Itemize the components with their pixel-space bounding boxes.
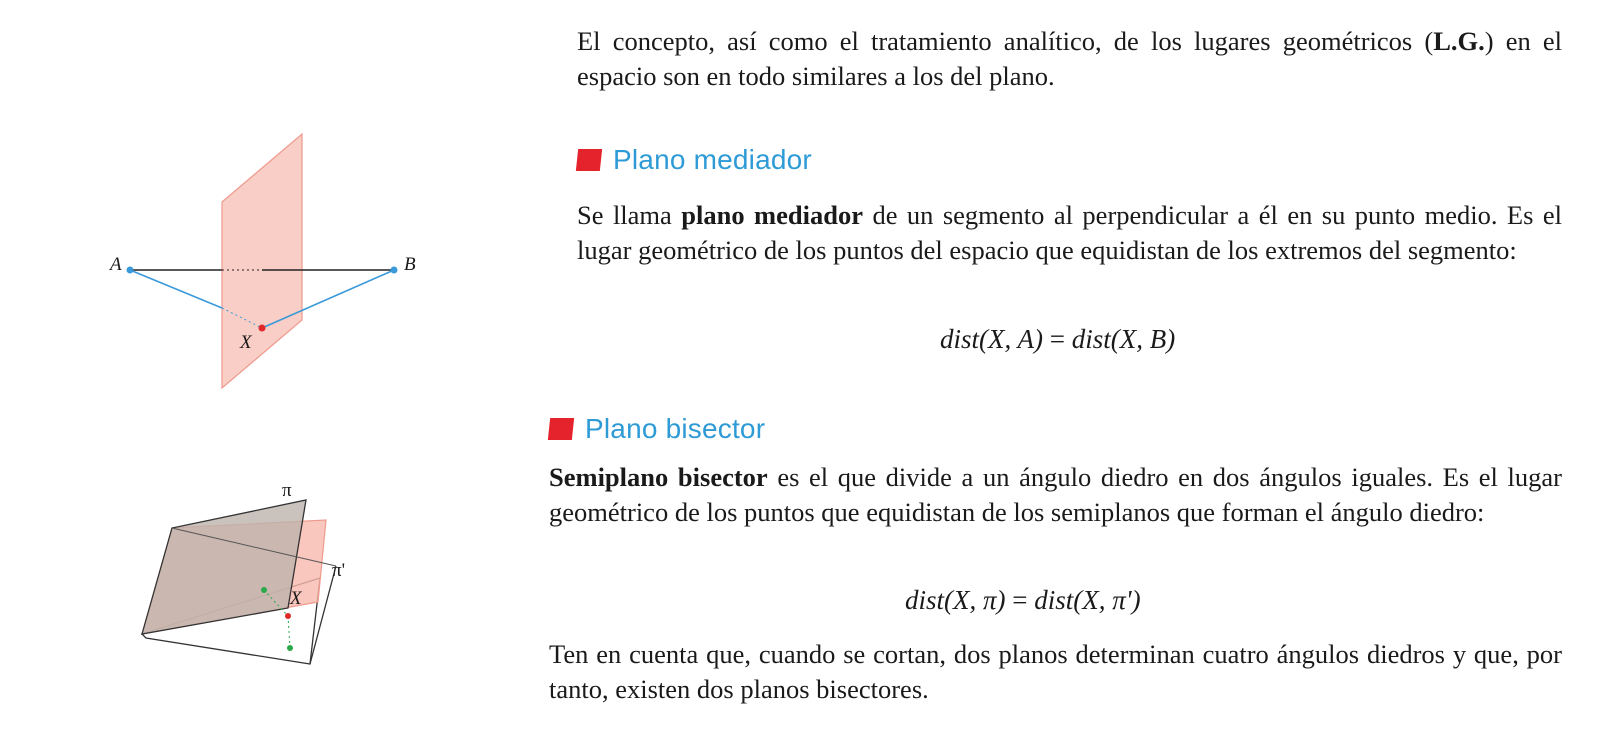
formula-equals: = (1012, 585, 1028, 615)
plano-mediador-diagram (100, 120, 440, 400)
mediador-text-1: Se llama (577, 200, 682, 230)
formula-rhs-args: (X, π') (1073, 585, 1141, 615)
formula-lhs-args: (X, π) (944, 585, 1006, 615)
bisector-bold-term: Semiplano bisector (549, 462, 768, 492)
plano-bisector-diagram (130, 470, 370, 680)
point-x (285, 613, 291, 619)
bisector-paragraph (549, 460, 1562, 530)
red-square-bullet-icon (548, 418, 574, 440)
formula-rhs-fn: dist (1034, 585, 1074, 615)
intro-bold-lg: L.G. (1433, 26, 1485, 56)
label-pi: π (282, 480, 292, 501)
plano-mediador-figure (100, 120, 440, 400)
plano-bisector-figure (130, 470, 370, 680)
intro-text-2: ) en el espacio son en todo similares a los del plano. (577, 26, 1563, 91)
heading-text: Plano bisector (585, 413, 766, 444)
intro-paragraph (577, 24, 1562, 94)
section-heading-plano-bisector (549, 409, 765, 449)
mediador-paragraph (577, 198, 1562, 268)
segment-xa-visible (130, 270, 222, 308)
label-pi-prime: π' (332, 560, 346, 581)
intro-text-1: El concepto, así como el tratamiento analítico, de los lugares geométricos ( (577, 26, 1434, 56)
formula-rhs-args: (X, B) (1110, 324, 1176, 354)
heading-text: Plano mediador (613, 144, 812, 175)
closing-paragraph: Ten en cuenta que, cuando se cortan, dos planos determinan cuatro ángulos diedros y que, por tanto, existen dos planos bisectores. (549, 639, 1562, 704)
mediador-text-2: de un segmento al perpendicular a él en su punto medio. Es el lugar geométrico de los puntos del espacio que equidistan de los extremos del segmento: (577, 200, 1562, 265)
point-x (259, 325, 266, 332)
point-b (391, 267, 398, 274)
foot-on-pi (261, 587, 267, 593)
label-x: X (290, 588, 302, 609)
formula-lhs-args: (X, A) (979, 324, 1043, 354)
formula-bisector (905, 585, 1141, 616)
label-b: B (404, 254, 416, 275)
formula-lhs-fn: dist (905, 585, 945, 615)
mediador-bold-term: plano mediador (681, 200, 863, 230)
formula-mediador (940, 324, 1175, 355)
bisector-text: es el que divide a un ángulo diedro en dos ángulos iguales. Es el lugar geométrico de los puntos que equidistan de los semiplanos que forman el ángulo diedro: (549, 462, 1562, 527)
foot-on-pi-prime (287, 645, 293, 651)
red-square-bullet-icon (576, 149, 602, 171)
formula-rhs-fn: dist (1071, 324, 1111, 354)
label-a: A (110, 254, 122, 275)
label-x: X (240, 332, 252, 353)
mediator-plane (222, 134, 302, 388)
formula-lhs-fn: dist (940, 324, 980, 354)
point-a (127, 267, 134, 274)
section-heading-plano-mediador (577, 140, 812, 180)
formula-equals: = (1049, 324, 1065, 354)
